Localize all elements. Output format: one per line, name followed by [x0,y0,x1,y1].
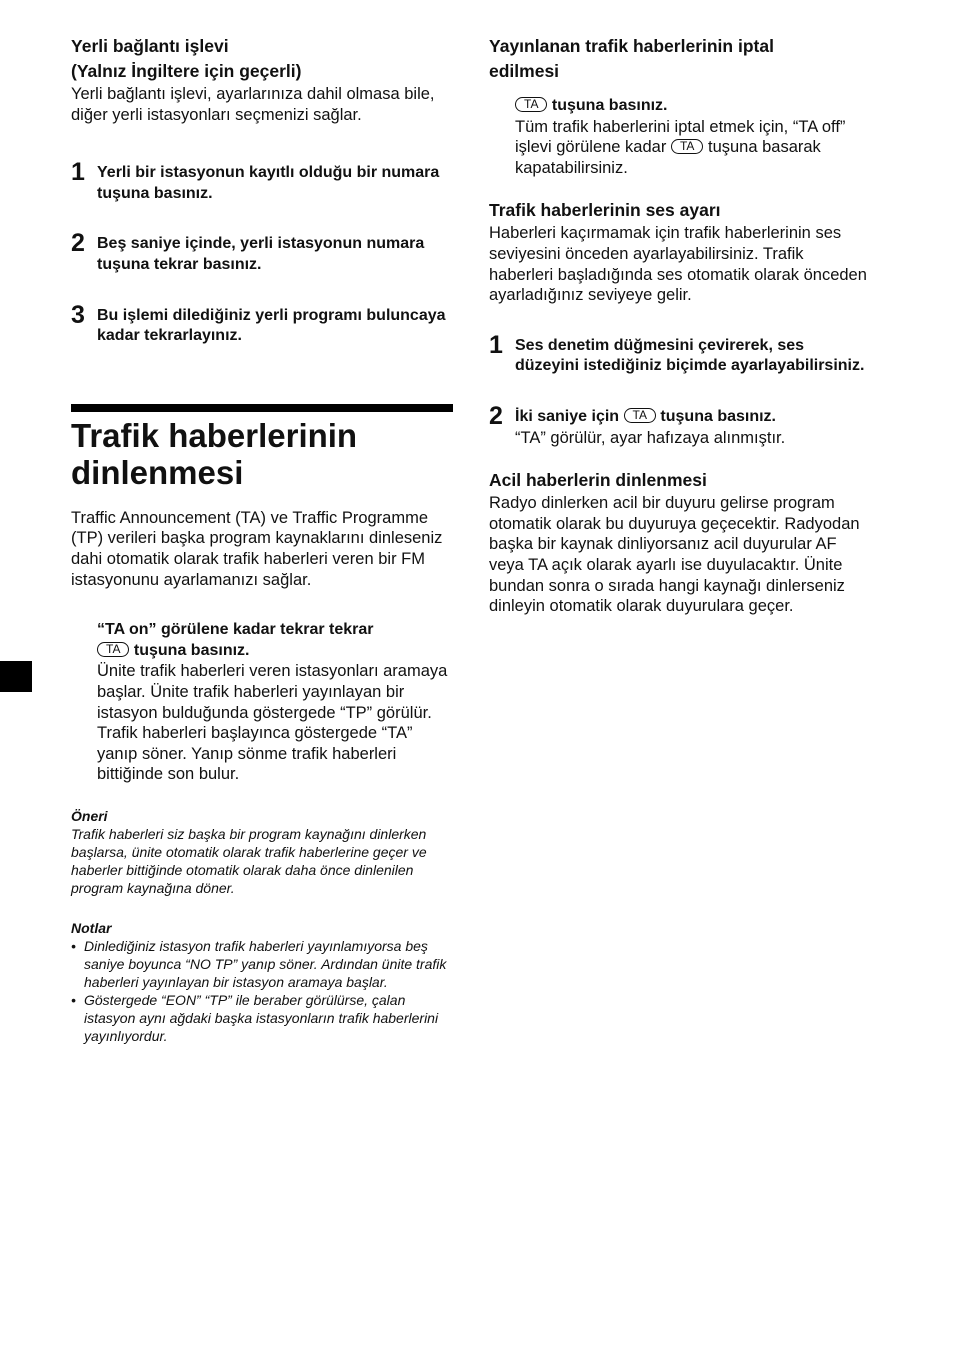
page-title-line2: dinlenmesi [71,453,244,491]
cancel-action [515,96,871,117]
ta-key-icon: TA [671,139,703,154]
cancel-press-text: tuşuna basınız. [551,97,668,114]
emergency-heading: Acil haberlerin dinlenmesi [489,470,707,491]
step-number: 2 [71,229,85,258]
ta-intro: Traffic Announcement (TA) ve Traffic Programme (TP) verileri başka program kaynaklarını dinleseniz dahi otomatik olarak trafik haberleri veren bir FM istasyonunu ayarlamanızı sağlar. [71,508,443,589]
local-link-step-2 [71,229,453,275]
local-link-heading-line2: (Yalnız İngiltere için geçerli) [71,61,302,81]
cancel-heading-line2: edilmesi [489,61,560,81]
notes-title: Notlar [71,919,112,936]
ta-key-icon: TA [624,408,656,423]
local-link-step-3 [71,300,453,347]
emergency-text: Radyo dinlerken acil bir duyuru gelirse program otomatik olarak bu duyuruya geçecektir. Radyodan başka bir kaynak dinliyorsanız acil duyurular AF veya TA açık olarak ayarlı ise duyulacaktır. Ünite bundan sonra o sırada hangi kaynağı dinlerseniz dinleyin otomatik olarak duyurulara geçer. [489,494,860,616]
step-number: 3 [71,300,85,329]
note-item-text: Göstergede “EON” “TP” ile beraber görülürse, çalan istasyon aynı ağdaki başka istasyonların trafik haberlerini yayınlıyordur. [84,991,439,1044]
ta-instruction-action [97,620,453,661]
tip-text: Trafik haberleri siz başka bir program kaynağını dinlerken başlarsa, ünite otomatik olarak trafik haberlerine geçer ve haberler bittiğinde otomatik olarak daha önce dinlenilen program kaynağına döner. [71,825,427,896]
cancel-desc [515,117,871,179]
ta-instruction [71,620,453,785]
bullet-icon: • [71,991,76,1008]
volume-step-2 [489,401,871,448]
ta-key-icon: TA [97,642,129,657]
left-column [71,0,453,1045]
volume-intro: Haberleri kaçırmamak için trafik haberlerinin ses seviyesini önceden ayarlayabilirsiniz. Trafik haberleri başladığında ses otomatik olarak önceden ayarladığınız seviyeye gelir. [489,224,867,305]
right-column [489,0,871,617]
local-link-intro: Yerli bağlantı işlevi, ayarlarınıza dahil olmasa bile, diğer yerli istasyonları seçmenizi sağlar. [71,85,435,124]
note-item-1 [71,937,453,991]
cancel-heading [489,34,871,84]
cancel-desc-pre: Tüm trafik haberlerini iptal etmek için, “TA off” işlevi görülene kadar [515,117,846,157]
step-number: 1 [489,330,503,359]
step-text: Bu işlemi dilediğiniz yerli programı buluncaya kadar tekrarlayınız. [97,306,446,345]
step-number: 2 [489,401,503,430]
ta-key-icon: TA [515,97,547,112]
section-thumb-tab [0,661,32,692]
step2-pre: İki saniye için [515,407,620,425]
ta-instruction-desc2: Trafik haberleri başlayınca göstergede “TA” yanıp söner. Yanıp sönme trafik haberleri bittiğinde son bulur. [97,724,413,784]
step-text: Beş saniye içinde, yerli istasyonun numara tuşuna tekrar basınız. [97,235,425,273]
note-item-text: Dinlediğiniz istasyon trafik haberleri yayınlamıyorsa beş saniye boyunca “NO TP” yanıp söner. Ardından ünite trafik haberleri yayınlayan bir istasyon aramaya başlar. [84,937,447,990]
cancel-heading-line1: Yayınlanan trafik haberlerinin iptal [489,36,774,56]
page-title [71,417,453,491]
volume-step-1 [489,330,871,377]
step-text [515,407,871,428]
local-link-step-1 [71,158,453,204]
local-link-heading [71,34,453,84]
step-number: 1 [71,158,85,187]
volume-heading: Trafik haberlerinin ses ayarı [489,200,721,221]
local-link-heading-line1: Yerli bağlantı işlevi [71,36,229,56]
tip-title: Öneri [71,807,108,824]
page-title-line1: Trafik haberlerinin [71,416,358,454]
ta-instruction-desc1: Ünite trafik haberleri veren istasyonları aramaya başlar. Ünite trafik haberleri yayınlayan bir istasyon bulduğunda göstergede “TP” görülür. [97,662,448,722]
step2-desc: “TA” görülür, ayar hafızaya alınmıştır. [515,428,786,447]
step2-post: tuşuna basınız. [660,407,776,425]
title-rule [71,404,453,412]
cancel-desc-post: tuşuna basarak kapatabilirsiniz. [515,138,821,177]
step-text: Yerli bir istasyonun kayıtlı olduğu bir numara tuşuna basınız. [97,164,440,202]
note-item-2 [71,991,453,1045]
ta-instruction-press: tuşuna basınız. [133,641,250,659]
bullet-icon: • [71,937,76,954]
ta-instruction-text: “TA on” görülene kadar tekrar tekrar [97,621,374,639]
step-text: Ses denetim düğmesini çevirerek, ses düzeyini istediğiniz biçimde ayarlayabilirsiniz. [515,336,865,375]
cancel-instruction [489,96,871,178]
